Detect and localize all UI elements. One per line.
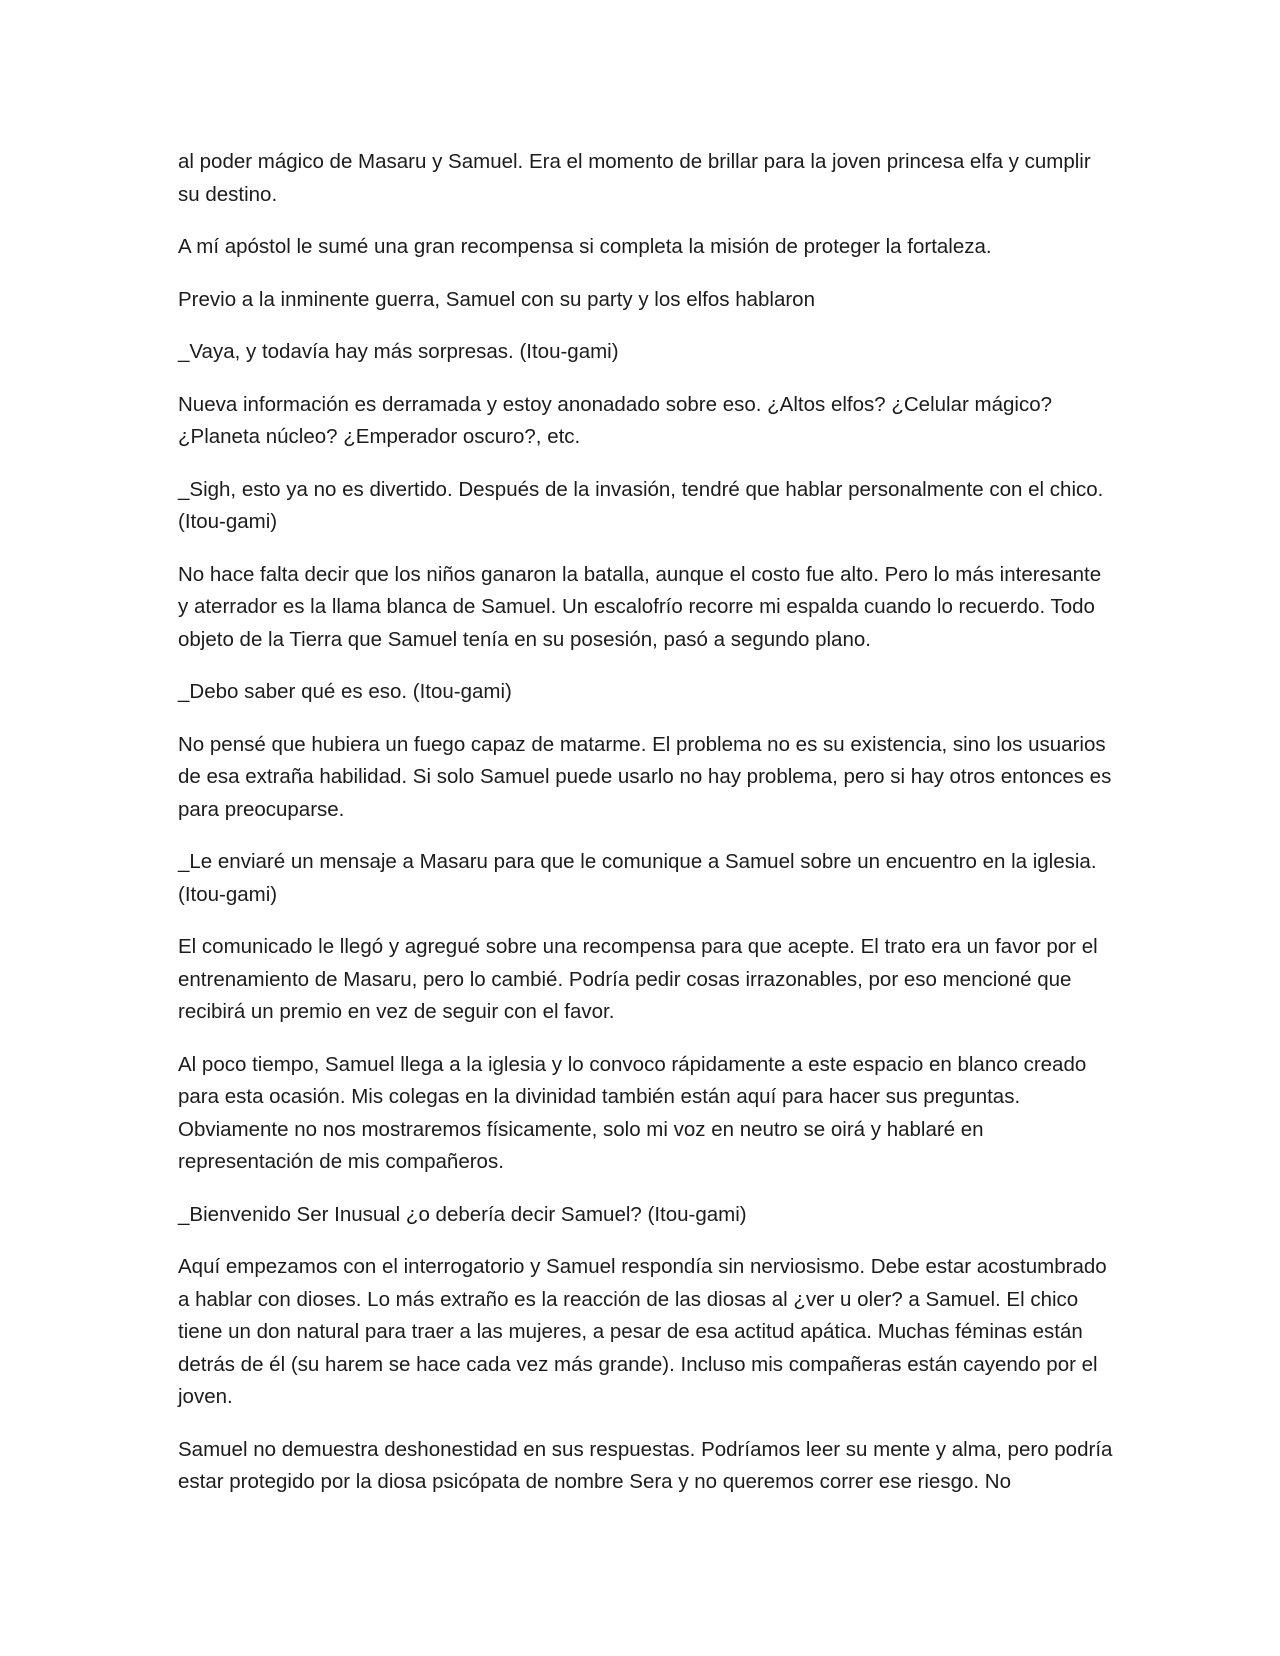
paragraph: Al poco tiempo, Samuel llega a la iglesia y lo convoco rápidamente a este espacio en blanco creado para esta ocasión. Mis colegas en la divinidad también están aquí para hacer sus preguntas. Obviamente no nos mostraremos físicamente, solo mi voz en neutro se oirá y hablaré en representación de mis compañeros.	[178, 1052, 1087, 1173]
dialogue-line: _Vaya, y todavía hay más sorpresas. (Itou-gami)	[178, 340, 619, 363]
paragraph: Previo a la inminente guerra, Samuel con su party y los elfos hablaron	[178, 287, 815, 311]
paragraph: No pensé que hubiera un fuego capaz de matarme. El problema no es su existencia, sino los usuarios de esa extraña habilidad. Si solo Samuel puede usarlo no hay problema, pero si hay otros entonces es para preocuparse.	[178, 732, 1112, 821]
paragraph: No hace falta decir que los niños ganaron la batalla, aunque el costo fue alto. Pero lo más interesante y aterrador es la llama blanca de Samuel. Un escalofrío recorre mi espalda cuando lo recuerdo. Todo objeto de la Tierra que Samuel tenía en su posesión, pasó a segundo plano.	[178, 562, 1102, 651]
paragraph: El comunicado le llegó y agregué sobre una recompensa para que acepte. El trato era un favor por el entrenamiento de Masaru, pero lo cambié. Podría pedir cosas irrazonables, por eso mencioné que recibirá un premio en vez de seguir con el favor.	[178, 935, 1098, 1023]
paragraph: Nueva información es derramada y estoy anonadado sobre eso. ¿Altos elfos? ¿Celular mágico? ¿Planeta núcleo? ¿Emperador oscuro?, etc.	[178, 392, 1052, 448]
paragraph: Samuel no demuestra deshonestidad en sus respuestas. Podríamos leer su mente y alma, pero podría estar protegido por la diosa psicópata de nombre Sera y no queremos correr ese riesgo. No	[178, 1437, 1113, 1493]
document-body	[178, 146, 1113, 1519]
paragraph: al poder mágico de Masaru y Samuel. Era el momento de brillar para la joven princesa elfa y cumplir su destino.	[178, 150, 1091, 206]
dialogue-line: _Sigh, esto ya no es divertido. Después de la invasión, tendré que hablar personalmente con el chico. (Itou-gami)	[178, 477, 1104, 533]
dialogue-line: _Le enviaré un mensaje a Masaru para que le comunique a Samuel sobre un encuentro en la iglesia. (Itou-gami)	[178, 850, 1097, 906]
dialogue-line: _Bienvenido Ser Inusual ¿o debería decir Samuel? (Itou-gami)	[178, 1202, 747, 1226]
paragraph: Aquí empezamos con el interrogatorio y Samuel respondía sin nerviosismo. Debe estar acostumbrado a hablar con dioses. Lo más extraño es la reacción de las diosas al ¿ver u oler? a Samuel. El chico tiene un don natural para traer a las mujeres, a pesar de esa actitud apática. Muchas féminas están detrás de él (su harem se hace cada vez más grande). Incluso mis compañeras están cayendo por el joven.	[178, 1255, 1107, 1408]
paragraph: A mí apóstol le sumé una gran recompensa si completa la misión de proteger la fortaleza.	[178, 235, 992, 258]
dialogue-line: _Debo saber qué es eso. (Itou-gami)	[178, 680, 512, 703]
